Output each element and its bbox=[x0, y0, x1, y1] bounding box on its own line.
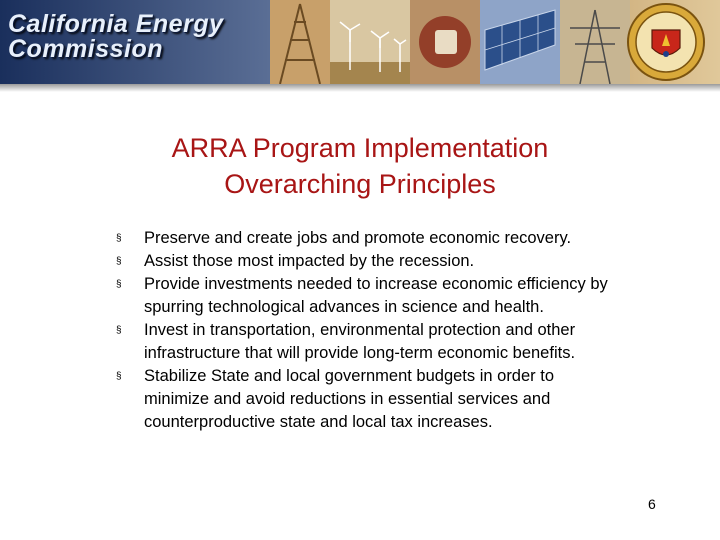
principles-list bbox=[116, 227, 616, 434]
org-name-line1: California Energy bbox=[8, 10, 224, 38]
bullet-text: Provide investments needed to increase economic efficiency by spurring technological advances in science and health. bbox=[144, 275, 608, 316]
slide-title bbox=[60, 130, 660, 202]
list-item bbox=[116, 273, 616, 319]
list-item bbox=[116, 319, 616, 365]
list-item bbox=[116, 227, 616, 250]
page-number: 6 bbox=[648, 496, 656, 512]
bullet-text: Assist those most impacted by the recession. bbox=[144, 252, 475, 270]
list-item bbox=[116, 250, 616, 273]
list-item bbox=[116, 365, 616, 434]
header-banner bbox=[0, 0, 720, 84]
bullet-text: Preserve and create jobs and promote economic recovery. bbox=[144, 229, 572, 247]
org-name-line2: Commission bbox=[8, 35, 164, 63]
bullet-text: Invest in transportation, environmental protection and other infrastructure that will provide long-term economic benefits. bbox=[144, 321, 576, 362]
slide-title-line1: ARRA Program Implementation bbox=[171, 133, 549, 163]
bullet-marker: § bbox=[116, 325, 122, 336]
slide-title-line2: Overarching Principles bbox=[224, 169, 496, 199]
bullet-marker: § bbox=[116, 279, 122, 290]
energy-collage-icon bbox=[270, 0, 630, 84]
banner-shadow bbox=[0, 84, 720, 92]
org-logo-text bbox=[8, 12, 224, 62]
state-seal-icon bbox=[626, 2, 706, 82]
bullet-text: Stabilize State and local government budgets in order to minimize and avoid reductions in essential services and counterproductive state and local tax increases. bbox=[144, 367, 555, 431]
bullet-marker: § bbox=[116, 233, 122, 244]
bullet-marker: § bbox=[116, 256, 122, 267]
bullet-marker: § bbox=[116, 371, 122, 382]
